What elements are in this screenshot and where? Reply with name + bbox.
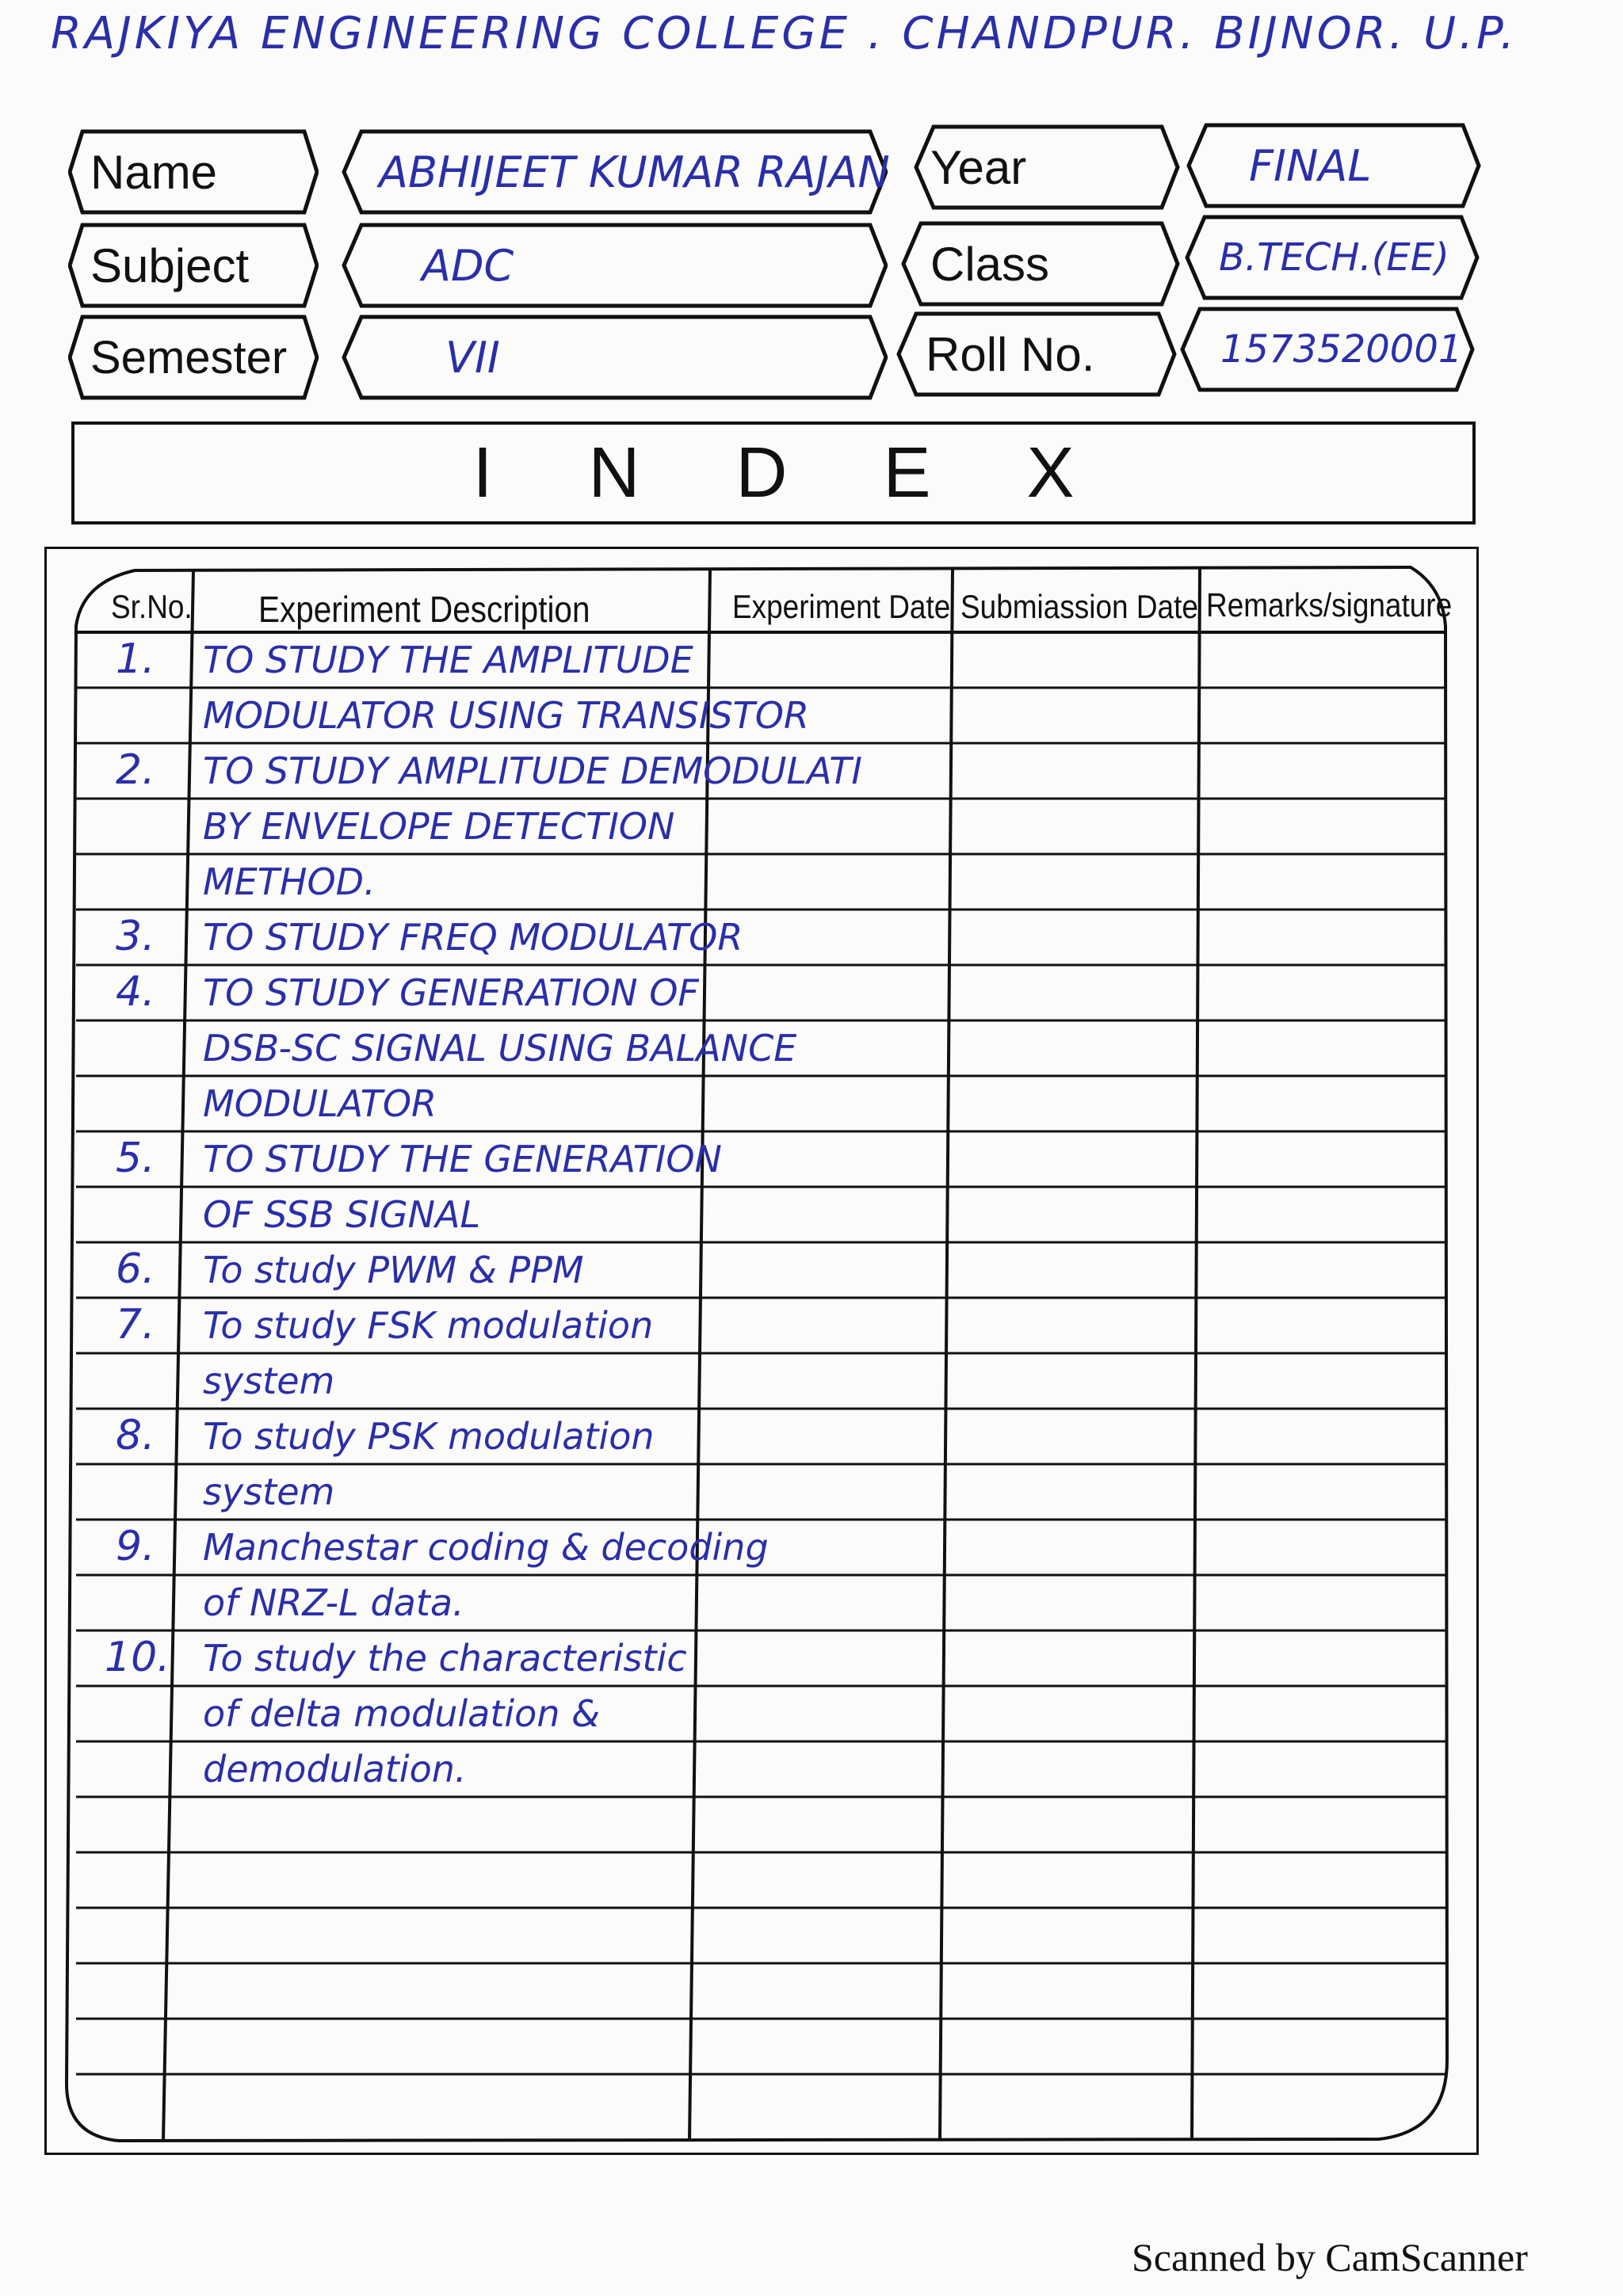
col-header-experiment-date: Experiment Date <box>732 588 951 625</box>
row-description-line: To study PSK modulation <box>203 1415 655 1458</box>
row-srno: 9. <box>116 1523 155 1570</box>
row-srno: 1. <box>116 635 155 683</box>
row-description-line: METHOD. <box>203 860 376 903</box>
row-srno: 7. <box>116 1301 155 1348</box>
class-value: B.TECH.(EE) <box>1219 235 1449 280</box>
row-description-line: DSB-SC SIGNAL USING BALANCE <box>203 1027 797 1070</box>
roll-label: Roll No. <box>926 327 1095 381</box>
row-srno: 2. <box>116 746 155 794</box>
row-description-line: demodulation. <box>203 1748 467 1791</box>
year-label: Year <box>930 140 1027 194</box>
year-value: FINAL <box>1249 140 1372 191</box>
class-label: Class <box>930 237 1050 291</box>
col-header-remarks: Remarks/signature <box>1206 586 1453 624</box>
row-description-line: TO STUDY THE GENERATION <box>203 1138 722 1180</box>
scanner-watermark: Scanned by CamScanner <box>1132 2235 1528 2279</box>
col-header-srno: Sr.No. <box>111 588 193 625</box>
name-label: Name <box>90 145 218 199</box>
name-value: ABHIJEET KUMAR RAJAN <box>379 147 890 197</box>
semester-label: Semester <box>90 331 288 383</box>
semester-value: VII <box>445 332 500 383</box>
subject-value: ADC <box>422 240 514 291</box>
row-description-line: TO STUDY FREQ MODULATOR <box>203 916 743 959</box>
row-srno: 8. <box>116 1412 155 1459</box>
row-description-line: OF SSB SIGNAL <box>203 1193 481 1236</box>
row-description-line: TO STUDY AMPLITUDE DEMODULATI <box>203 749 862 792</box>
college-name: RAJKIYA ENGINEERING COLLEGE . CHANDPUR. BIJNOR. U.P. <box>51 8 1518 59</box>
row-description-line: To study the characteristic <box>203 1637 687 1680</box>
row-description-line: TO STUDY GENERATION OF <box>203 971 699 1014</box>
row-description-line: system <box>203 1470 335 1513</box>
col-header-submission-date: Submiassion Date <box>960 588 1198 625</box>
row-description-line: system <box>203 1360 335 1402</box>
row-srno: 4. <box>116 968 155 1016</box>
row-description-line: TO STUDY THE AMPLITUDE <box>203 639 693 681</box>
index-title: I N D E X <box>472 433 1113 513</box>
row-description-line: MODULATOR USING TRANSISTOR <box>203 694 809 737</box>
row-srno: 10. <box>105 1634 170 1681</box>
col-header-description: Experiment Description <box>258 589 590 630</box>
subject-label: Subject <box>90 238 250 292</box>
row-description-line: of delta modulation & <box>203 1692 600 1735</box>
row-srno: 3. <box>116 913 155 960</box>
row-description-line: MODULATOR <box>203 1082 437 1125</box>
row-description-line: To study PWM & PPM <box>203 1249 584 1291</box>
row-description-line: To study FSK modulation <box>203 1304 654 1347</box>
row-description-line: BY ENVELOPE DETECTION <box>203 805 675 848</box>
row-srno: 5. <box>116 1135 155 1182</box>
row-description-line: Manchestar coding & decoding <box>203 1526 769 1569</box>
roll-value: 1573520001 <box>1220 327 1463 372</box>
row-srno: 6. <box>116 1245 155 1293</box>
row-description-line: of NRZ-L data. <box>203 1581 464 1624</box>
